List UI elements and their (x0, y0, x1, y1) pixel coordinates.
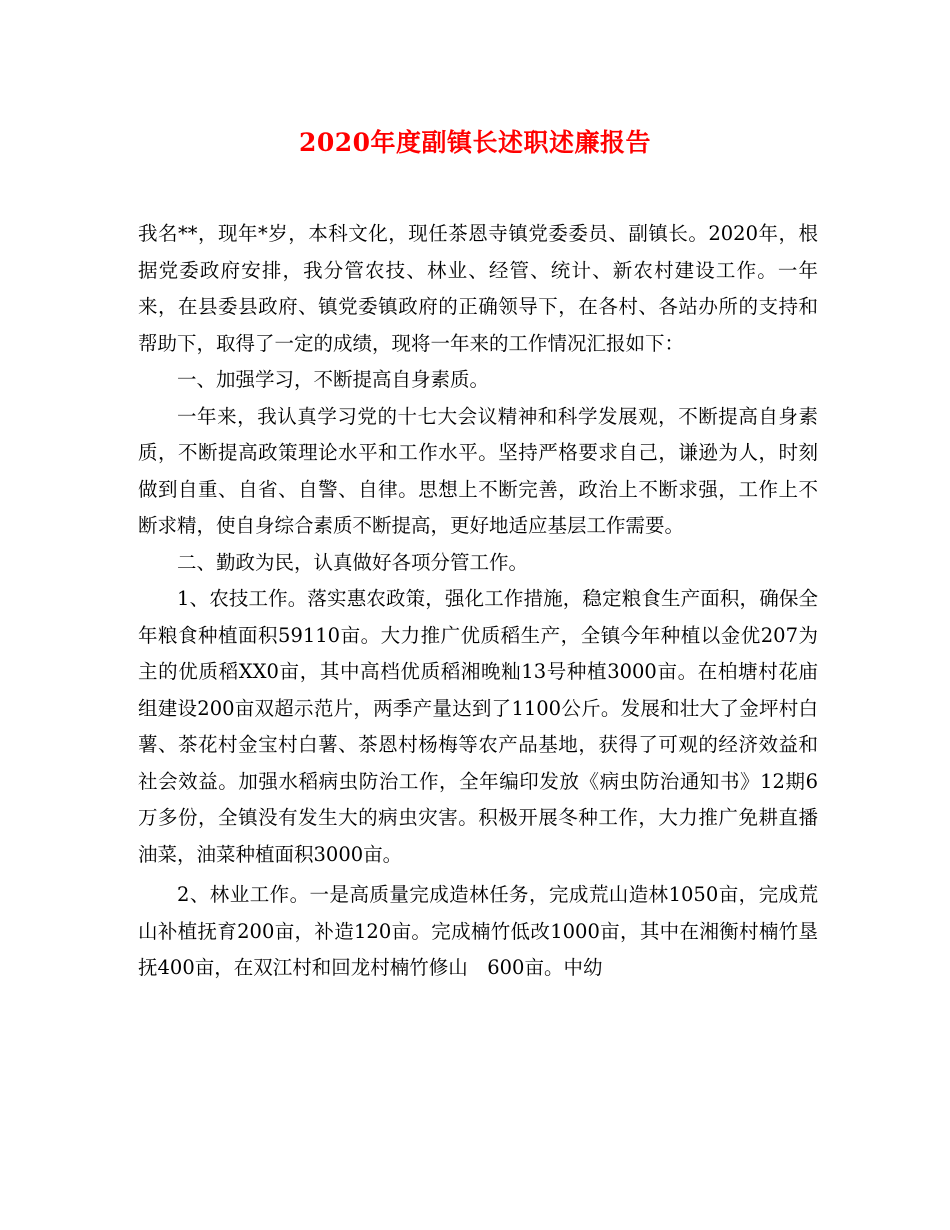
forestry-paragraph: 2、林业工作。一是高质量完成造林任务，完成荒山造林1050亩，完成荒山补植抚育200亩，补造120亩。完成楠竹低改1000亩，其中在湘衡村楠竹垦抚400亩，在双江村和回龙村楠竹修山 600亩。中幼 (138, 883, 818, 979)
intro-paragraph: 我名**，现年*岁，本科文化，现任茶恩寺镇党委委员、副镇长。2020年，根据党委政府安排，我分管农技、林业、经管、统计、新农村建设工作。一年来，在县委县政府、镇党委镇政府的正确领导下，在各村、各站办所的支持和帮助下，取得了一定的成绩，现将一年来的工作情况汇报如下： (138, 222, 818, 355)
study-paragraph: 一年来，我认真学习党的十七大会议精神和科学发展观，不断提高自身素质，不断提高政策理论水平和工作水平。坚持严格要求自己，谦逊为人，时刻做到自重、自省、自警、自律。思想上不断完善，政治上不断求强，工作上不断求精，使自身综合素质不断提高，更好地适应基层工作需要。 (138, 404, 818, 537)
section-heading-2: 二、勤政为民，认真做好各项分管工作。 (177, 550, 529, 574)
section-heading-1: 一、加强学习，不断提高自身素质。 (177, 368, 490, 391)
document-body (138, 216, 818, 987)
document-title: 2020年度副镇长述职述廉报告 (298, 128, 652, 157)
agri-tech-paragraph: 1、农技工作。落实惠农政策，强化工作措施，稳定粮食生产面积，确保全年粮食种植面积59110亩。大力推广优质稻生产，全镇今年种植以金优207为主的优质稻XX0亩，其中高档优质稻湘晚籼13号种植3000亩。在柏塘村花庙组建设200亩双超示范片，两季产量达到了1100公斤。发展和壮大了金坪村白薯、茶花村金宝村白薯、茶恩村杨梅等农产品基地，获得了可观的经济效益和社会效益。加强水稻病虫防治工作，全年编印发放《病虫防治通知书》12期6万多份，全镇没有发生大的病虫灾害。积极开展冬种工作，大力推广免耕直播油菜，油菜种植面积3000亩。 (138, 587, 818, 866)
